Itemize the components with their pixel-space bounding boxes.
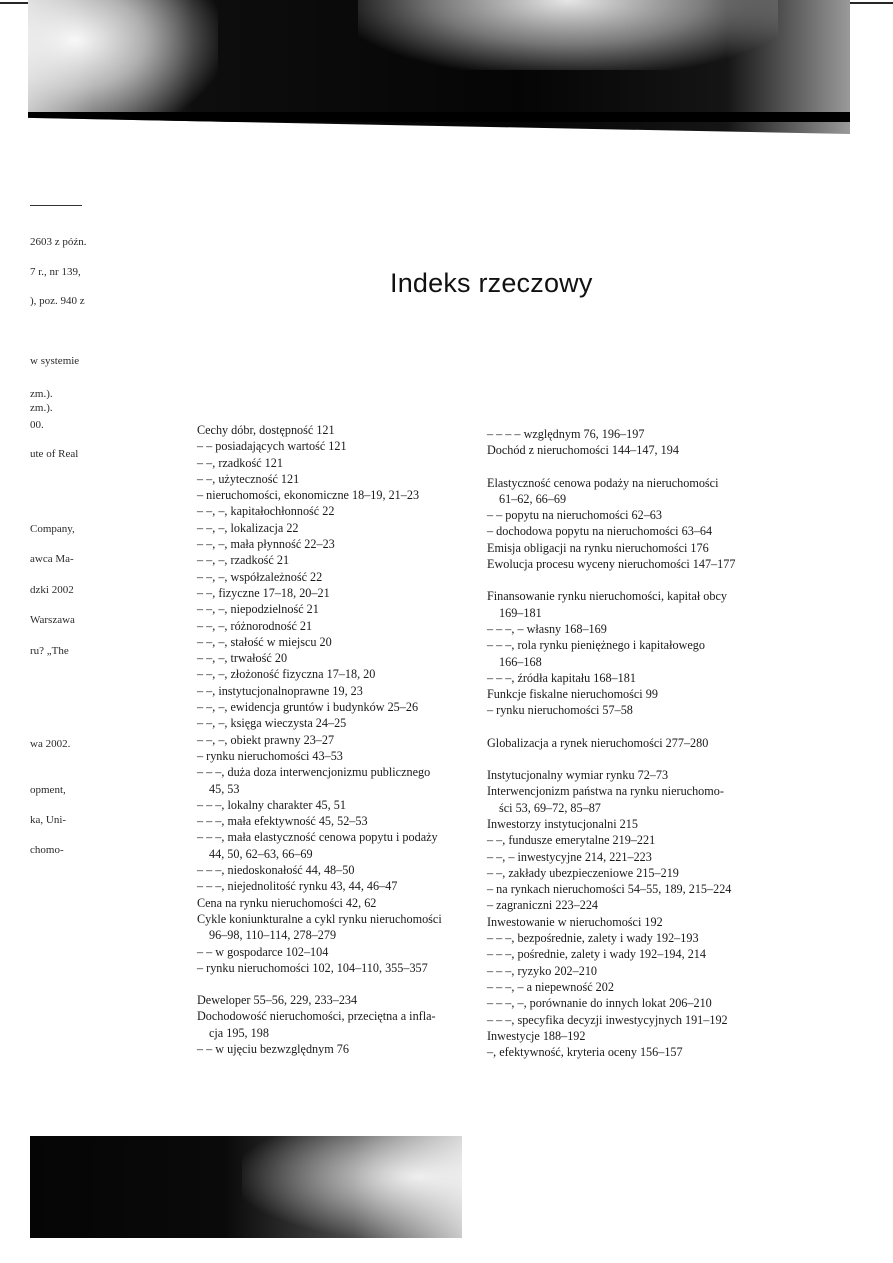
margin-fragment: Warszawa (30, 614, 75, 626)
index-entry-text: – – –, niedoskonałość 44, 48–50 (197, 863, 355, 878)
index-entry-text: Elastyczność cenowa podaży na nieruchomości (487, 475, 719, 490)
index-entry (197, 618, 487, 634)
index-entry-text: – – –, niejednolitość rynku 43, 44, 46–47 (197, 879, 398, 894)
index-entry-text: – –, –, obiekt prawny 23–27 (197, 732, 335, 747)
index-entry-text: – – posiadających wartość 121 (197, 439, 347, 454)
index-entry-text: Deweloper 55–56, 229, 233–234 (197, 993, 358, 1008)
index-entry (197, 601, 487, 617)
index-entry (487, 540, 782, 556)
index-entry (487, 897, 782, 913)
index-entry-text: –, efektywność, kryteria oceny 156–157 (487, 1045, 683, 1060)
index-entry-text: – –, –, rzadkość 21 (197, 553, 290, 568)
index-entry (197, 1008, 487, 1041)
index-entry-text: Emisja obligacji na rynku nieruchomości 176 (487, 540, 709, 555)
margin-fragment: chomo- (30, 844, 64, 856)
margin-fragment: 00. (30, 419, 44, 431)
index-entry-text: – –, –, ewidencja gruntów i budynków 25–26 (197, 700, 419, 715)
index-entry (197, 715, 487, 731)
index-entry (197, 911, 487, 944)
index-entry-text: – –, –, księga wieczysta 24–25 (197, 716, 347, 731)
index-entry (487, 995, 782, 1011)
index-entry (487, 1044, 782, 1060)
index-entry (197, 732, 487, 748)
index-entry-text: – –, fundusze emerytalne 219–221 (487, 833, 656, 848)
margin-fragment: ru? „The (30, 645, 69, 657)
margin-rule (30, 205, 82, 206)
index-entry (487, 914, 782, 930)
index-entry (487, 621, 782, 637)
index-entry (197, 960, 487, 976)
index-entry-text: – – –, bezpośrednie, zalety i wady 192–193 (487, 931, 699, 946)
index-entry (197, 455, 487, 471)
index-entry (197, 829, 487, 862)
index-entry (487, 930, 782, 946)
index-entry (487, 946, 782, 962)
index-entry-text: Inwestowanie w nieruchomości 192 (487, 914, 663, 929)
index-entry-text: – – –, mała efektywność 45, 52–53 (197, 814, 368, 829)
index-entry (197, 503, 487, 519)
index-entry (487, 816, 782, 832)
index-entry-continuation: 169–181 (499, 605, 542, 620)
index-entry-text: – – –, pośrednie, zalety i wady 192–194, 214 (487, 947, 706, 962)
index-entry (487, 588, 782, 621)
index-entry-text: – –, –, stałość w miejscu 20 (197, 634, 332, 649)
index-entry-text: Inwestycje 188–192 (487, 1028, 586, 1043)
index-entry-text: Finansowanie rynku nieruchomości, kapitał obcy (487, 589, 727, 604)
index-entry-text: – – w ujęciu bezwzględnym 76 (197, 1041, 349, 1056)
footer-graphic-bar (30, 1136, 462, 1238)
index-entry-text: – –, –, różnorodność 21 (197, 618, 313, 633)
index-entry (487, 670, 782, 686)
margin-fragment: wa 2002. (30, 738, 71, 750)
index-entry-text: Cena na rynku nieruchomości 42, 62 (197, 895, 377, 910)
index-entry (197, 438, 487, 454)
index-entry-text: – –, zakłady ubezpieczeniowe 215–219 (487, 865, 679, 880)
index-entry-text: – rynku nieruchomości 102, 104–110, 355–357 (197, 960, 428, 975)
index-entry-text: – dochodowa popytu na nieruchomości 63–64 (487, 524, 713, 539)
index-entry (487, 426, 782, 442)
index-entry-text: – – –, specyfika decyzji inwestycyjnych 191–192 (487, 1012, 728, 1027)
margin-fragment: awca Ma- (30, 553, 74, 565)
index-entry-text: – – –, źródła kapitału 168–181 (487, 670, 636, 685)
index-entry (197, 585, 487, 601)
index-entry (487, 881, 782, 897)
index-entry (197, 895, 487, 911)
index-entry-text: – –, –, niepodzielność 21 (197, 602, 319, 617)
index-entry (487, 832, 782, 848)
index-entry (197, 552, 487, 568)
index-entry-text: – –, –, trwałość 20 (197, 651, 288, 666)
index-entry (487, 767, 782, 783)
index-entry (197, 797, 487, 813)
index-entry-text: – – –, ryzyko 202–210 (487, 963, 598, 978)
margin-fragment: opment, (30, 784, 66, 796)
index-entry-text: – – –, – własny 168–169 (487, 621, 607, 636)
margin-fragment: 7 r., nr 139, (30, 266, 81, 278)
index-entry-text: – –, –, złożoność fizyczna 17–18, 20 (197, 667, 376, 682)
index-entry-text: – –, rzadkość 121 (197, 455, 283, 470)
index-entry-continuation: 61–62, 66–69 (499, 491, 567, 506)
index-entry (197, 748, 487, 764)
index-entry-text: – –, użyteczność 121 (197, 471, 300, 486)
index-entry (197, 650, 487, 666)
index-entry-text: – – –, rola rynku pieniężnego i kapitałowego (487, 638, 705, 653)
index-entry (197, 520, 487, 536)
index-entry-text: Dochód z nieruchomości 144–147, 194 (487, 443, 679, 458)
index-entry-text: Ewolucja procesu wyceny nieruchomości 147–177 (487, 557, 736, 572)
index-entry-text: Inwestorzy instytucjonalni 215 (487, 816, 638, 831)
index-entry (487, 475, 782, 508)
facing-page-margin (0, 0, 110, 1263)
index-entry (197, 683, 487, 699)
margin-fragment: zm.). (30, 388, 53, 400)
index-entry-text: – – –, –, porównanie do innych lokat 206–210 (487, 996, 712, 1011)
index-entry (487, 849, 782, 865)
index-entry (197, 992, 487, 1008)
index-entry-text: Cykle koniunkturalne a cykl rynku nieruchomości (197, 911, 442, 926)
index-entry-text: – – –, mała elastyczność cenowa popytu i podaży (197, 830, 438, 845)
index-entry (487, 702, 782, 718)
index-column-right (487, 426, 782, 1060)
index-entry-text: Interwencjonizm państwa na rynku nieruchomo- (487, 784, 724, 799)
index-entry-text: – –, – inwestycyjne 214, 221–223 (487, 849, 652, 864)
index-entry-text: Globalizacja a rynek nieruchomości 277–280 (487, 735, 709, 750)
margin-fragment: Company, (30, 523, 75, 535)
index-entry-text: – na rynkach nieruchomości 54–55, 189, 215–224 (487, 882, 732, 897)
index-entry (487, 865, 782, 881)
margin-fragment: ), poz. 940 z (30, 295, 85, 307)
index-entry (197, 813, 487, 829)
index-entry (487, 963, 782, 979)
index-entry-text: Funkcje fiskalne nieruchomości 99 (487, 687, 658, 702)
index-entry-continuation: 45, 53 (209, 781, 240, 796)
index-entry (487, 442, 782, 458)
margin-fragment: zm.). (30, 402, 53, 414)
index-entry (197, 862, 487, 878)
index-entry (197, 422, 487, 438)
margin-fragment: 2603 z późn. (30, 236, 87, 248)
index-entry (197, 471, 487, 487)
margin-fragment: w systemie (30, 355, 80, 367)
index-entry-text: – – w gospodarce 102–104 (197, 944, 329, 959)
index-entry (197, 569, 487, 585)
index-entry-text: – –, –, kapitałochłonność 22 (197, 504, 335, 519)
index-entry-text: – –, instytucjonalnoprawne 19, 23 (197, 683, 363, 698)
index-entry (487, 783, 782, 816)
index-entry (487, 1012, 782, 1028)
index-entry (197, 487, 487, 503)
index-entry (197, 764, 487, 797)
index-entry-text: – zagraniczni 223–224 (487, 898, 599, 913)
index-entry (197, 536, 487, 552)
index-entry (487, 637, 782, 670)
index-entry-text: Instytucjonalny wymiar rynku 72–73 (487, 768, 669, 783)
margin-fragment: ka, Uni- (30, 814, 67, 826)
page-title: Indeks rzeczowy (390, 268, 593, 298)
index-entry (487, 556, 782, 572)
index-entry (487, 735, 782, 751)
index-entry-text: – – –, – a niepewność 202 (487, 979, 614, 994)
index-entry-text: Cechy dóbr, dostępność 121 (197, 423, 335, 437)
index-entry (197, 878, 487, 894)
index-entry-continuation: cja 195, 198 (209, 1025, 269, 1040)
index-entry-text: – rynku nieruchomości 57–58 (487, 703, 633, 718)
index-entry (487, 507, 782, 523)
index-entry-continuation: 96–98, 110–114, 278–279 (209, 928, 337, 943)
index-entry-text: – – –, duża doza interwencjonizmu publicznego (197, 765, 431, 780)
index-entry-text: – –, –, współzależność 22 (197, 569, 323, 584)
index-entry-text: – –, –, mała płynność 22–23 (197, 537, 335, 552)
index-entry-text: – – popytu na nieruchomości 62–63 (487, 508, 662, 523)
header-graphic-bar (28, 0, 850, 134)
index-entry-text: – rynku nieruchomości 43–53 (197, 748, 343, 763)
index-entry-text: – – – – względnym 76, 196–197 (487, 427, 645, 441)
index-entry-continuation: ści 53, 69–72, 85–87 (499, 800, 601, 815)
index-entry-text: Dochodowość nieruchomości, przeciętna a infla- (197, 1009, 436, 1024)
index-entry (487, 1028, 782, 1044)
index-entry (197, 1041, 487, 1057)
index-entry (197, 699, 487, 715)
index-column-left (197, 422, 487, 1057)
index-entry (487, 523, 782, 539)
index-entry-text: – nieruchomości, ekonomiczne 18–19, 21–23 (197, 488, 420, 503)
index-entry (197, 944, 487, 960)
index-entry (197, 666, 487, 682)
index-entry (197, 634, 487, 650)
index-entry-continuation: 44, 50, 62–63, 66–69 (209, 846, 313, 861)
margin-fragment: ute of Real (30, 448, 79, 460)
index-entry-continuation: 166–168 (499, 654, 542, 669)
index-entry (487, 686, 782, 702)
index-entry (487, 979, 782, 995)
margin-fragment: dzki 2002 (30, 584, 74, 596)
index-entry-text: – – –, lokalny charakter 45, 51 (197, 797, 346, 812)
index-entry-text: – –, –, lokalizacja 22 (197, 520, 299, 535)
index-entry-text: – –, fizyczne 17–18, 20–21 (197, 585, 330, 600)
